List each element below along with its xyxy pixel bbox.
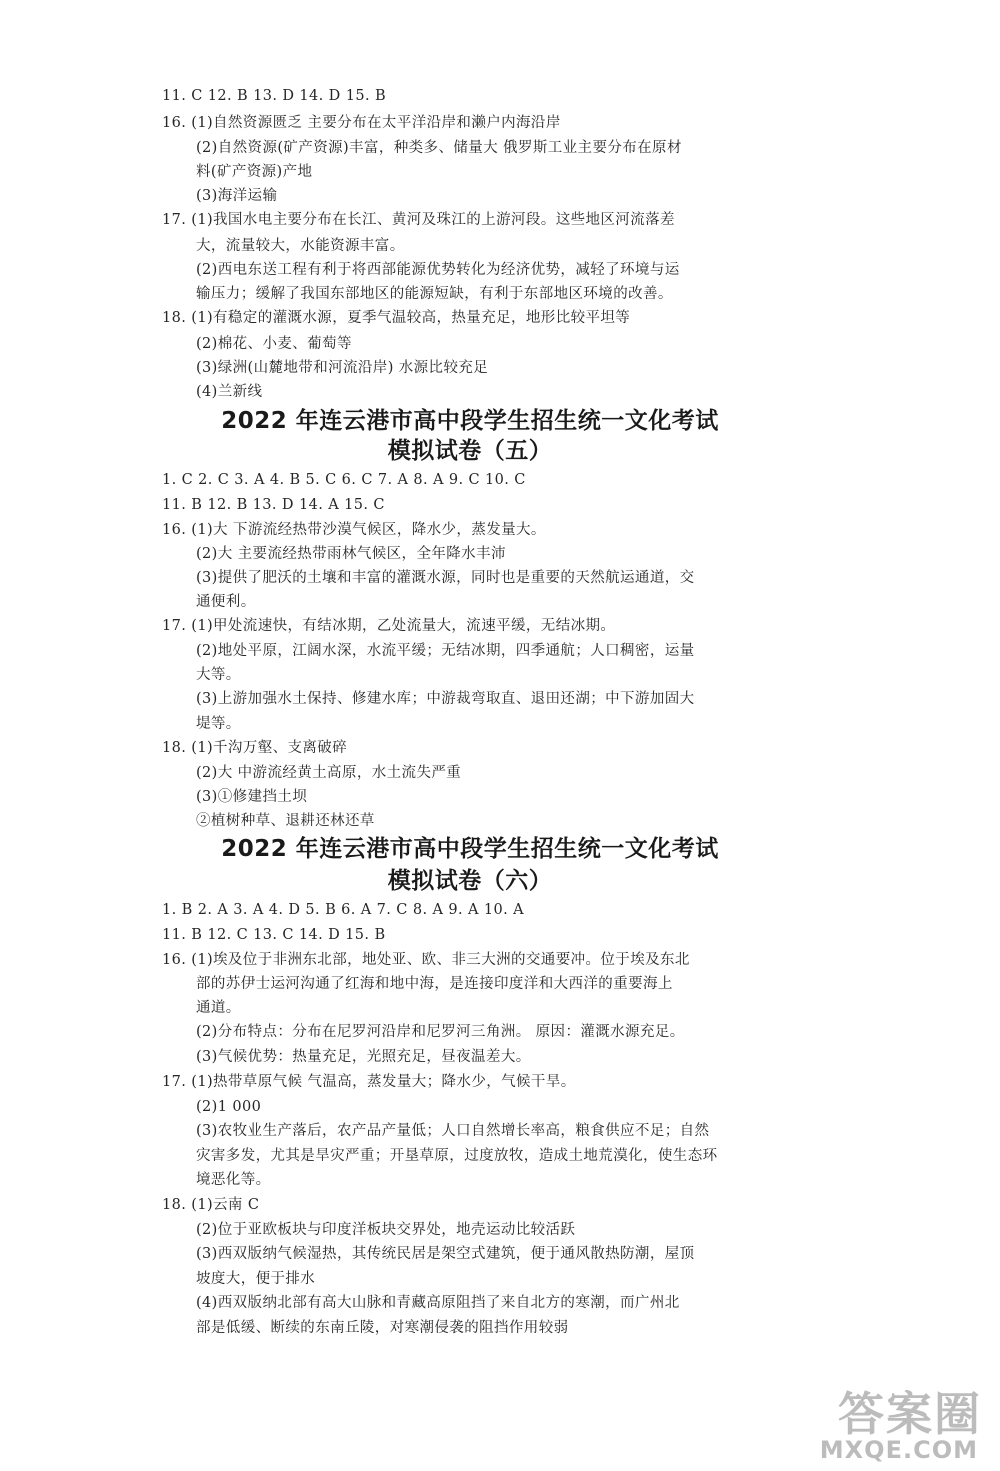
answer-line: 堤等。 [196,716,241,732]
answer-line: (3)气候优势：热量充足，光照充足，昼夜温差大。 [196,1049,531,1065]
exam-title: 2022 年连云港市高中段学生招生统一文化考试 [221,836,719,862]
answer-line: 部的苏伊士运河沟通了红海和地中海，是连接印度洋和大西洋的重要海上 [196,976,673,992]
answer-line: 11. B 12. B 13. D 14. A 15. C [162,497,385,513]
exam-title: 2022 年连云港市高中段学生招生统一文化考试 [221,408,719,434]
answer-line: (2)分布特点：分布在尼罗河沿岸和尼罗河三角洲。 原因：灌溉水源充足。 [196,1024,685,1040]
answer-line: 大，流量较大，水能资源丰富。 [196,238,405,254]
answer-line: 17. (1)热带草原气候 气温高，蒸发量大；降水少，气候干旱。 [162,1074,576,1090]
answer-line: 18. (1)云南 C [162,1197,260,1213]
exam-subtitle: 模拟试卷（六） [387,868,553,894]
answer-line: (3)上游加强水土保持、修建水库；中游裁弯取直、退田还湖；中下游加固大 [196,691,695,707]
answer-line: 17. (1)我国水电主要分布在长江、黄河及珠江的上游河段。这些地区河流落差 [162,212,675,228]
exam-subtitle: 模拟试卷（五） [387,438,553,464]
answer-line: (3)绿洲(山麓地带和河流沿岸) 水源比较充足 [196,360,489,376]
answer-line: 16. (1)大 下游流经热带沙漠气候区，降水少，蒸发量大。 [162,522,546,538]
answer-line: 16. (1)埃及位于非洲东北部，地处亚、欧、非三大洲的交通要冲。位于埃及东北 [162,952,690,968]
answer-line: (2)位于亚欧板块与印度洋板块交界处，地壳运动比较活跃 [196,1222,576,1238]
answer-line: (2)棉花、小麦、葡萄等 [196,336,352,352]
answer-line: 1. B 2. A 3. A 4. D 5. B 6. A 7. C 8. A 9. A 10. A [162,902,525,918]
answer-line: 11. C 12. B 13. D 14. D 15. B [162,88,387,104]
answer-line: 坡度大，便于排水 [196,1271,316,1287]
answer-line: (2)大 中游流经黄土高原，水土流失严重 [196,765,462,781]
answer-line: (3)西双版纳气候湿热，其传统民居是架空式建筑，便于通风散热防潮，屋顶 [196,1246,695,1262]
answer-line: 11. B 12. C 13. C 14. D 15. B [162,927,386,943]
answer-line: (2)地处平原，江阔水深，水流平缓；无结冰期，四季通航；人口稠密，运量 [196,643,695,659]
answer-line: 通便利。 [196,594,256,610]
answer-line: (3)提供了肥沃的土壤和丰富的灌溉水源，同时也是重要的天然航运通道，交 [196,570,695,586]
answer-line: (4)西双版纳北部有高大山脉和青藏高原阻挡了来自北方的寒潮，而广州北 [196,1295,680,1311]
answer-line: 1. C 2. C 3. A 4. B 5. C 6. C 7. A 8. A 9. C 10. C [162,472,526,488]
answer-line: 输压力；缓解了我国东部地区的能源短缺，有利于东部地区环境的改善。 [196,286,673,302]
watermark-url: MXQE.COM [819,1436,978,1464]
answer-line: (4)兰新线 [196,384,263,400]
answer-line: (3)①修建挡土坝 [196,789,308,805]
answer-line: (2)西电东送工程有利于将西部能源优势转化为经济优势，减轻了环境与运 [196,262,680,278]
answer-line: 18. (1)千沟万壑、支离破碎 [162,740,348,756]
answer-line: 境恶化等。 [196,1172,271,1188]
answer-line: 17. (1)甲处流速快，有结冰期，乙处流量大，流速平缓，无结冰期。 [162,618,616,634]
answer-line: (2)1 000 [196,1099,262,1115]
answer-line: 大等。 [196,667,241,683]
answer-line: 16. (1)自然资源匮乏 主要分布在太平洋沿岸和濑户内海沿岸 [162,115,561,131]
answer-line: 料(矿产资源)产地 [196,164,313,180]
answer-line: (3)农牧业生产落后，农产品产量低；人口自然增长率高，粮食供应不足；自然 [196,1123,710,1139]
answer-line: 通道。 [196,1000,241,1016]
answer-line: 灾害多发，尤其是旱灾严重；开垦草原，过度放牧，造成土地荒漠化，使生态环 [196,1148,718,1164]
answer-line: ②植树种草、退耕还林还草 [196,813,375,829]
watermark-logo: 答案圈 [838,1387,982,1441]
answer-line: (3)海洋运输 [196,188,278,204]
answer-line: (2)自然资源(矿产资源)丰富，种类多、储量大 俄罗斯工业主要分布在原材 [196,140,682,156]
answer-line: 部是低缓、断续的东南丘陵，对寒潮侵袭的阻挡作用较弱 [196,1320,569,1336]
answer-line: 18. (1)有稳定的灌溉水源，夏季气温较高，热量充足，地形比较平坦等 [162,310,631,326]
answer-line: (2)大 主要流经热带雨林气候区，全年降水丰沛 [196,546,506,562]
